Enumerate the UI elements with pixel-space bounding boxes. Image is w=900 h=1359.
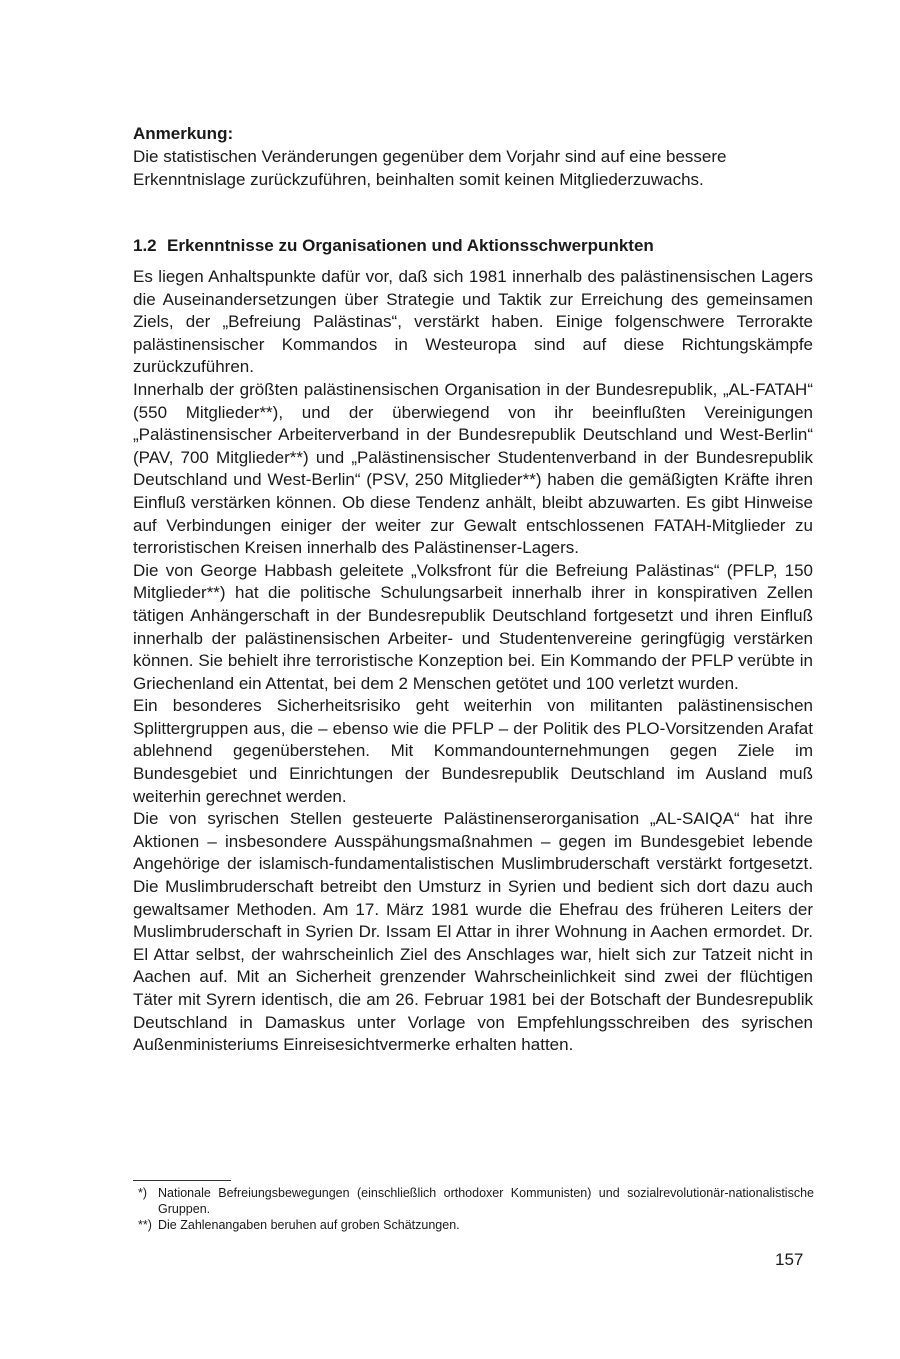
section-title: Erkenntnisse zu Organisationen und Aktionsschwerpunkten [167, 236, 654, 255]
page-number: 157 [775, 1250, 804, 1269]
paragraph: Innerhalb der größten palästinensischen Organisation in der Bundesrepublik, „AL-FATAH“ (550 Mitglieder**), und der überwiegend von ihr beeinflußten Vereinigungen „Palästinensischer Arbeiterverband in der Bundesrepublik Deutschland und West-Berlin“ (PAV, 700 Mitglieder**) und „Palästinensischer Studentenverband in der Bundesrepublik Deutschland und West-Berlin“ (PSV, 250 Mitglieder**) haben die gemäßigten Kräfte ihren Einfluß verstärken können. Ob diese Tendenz anhält, bleibt abzuwarten. Es gibt Hinweise auf Verbindungen einiger der weiter zur Gewalt entschlossenen FATAH-Mitglieder zu terroristischen Kreisen innerhalb des Palästinenser-Lagers. [133, 379, 813, 558]
paragraph: Die von syrischen Stellen gesteuerte Palästinenserorganisation „AL-SAIQA“ hat ihre Aktionen – insbesondere Ausspähungsmaßnahmen – gegen im Bundesgebiet lebende Angehörige der islamisch-fundamentalistischen Muslimbruderschaft verstärkt fortgesetzt. Die Muslimbruderschaft betreibt den Umsturz in Syrien und bedient sich dort dazu auch gewaltsamer Methoden. Am 17. März 1981 wurde die Ehefrau des früheren Leiters der Muslimbruderschaft in Syrien Dr. Issam El Attar in ihrer Wohnung in Aachen ermordet. Dr. El Attar selbst, der wahrscheinlich Ziel des Anschlages war, hielt sich zur Tatzeit nicht in Aachen auf. Mit an Sicherheit grenzender Wahrscheinlichkeit sind zwei der flüchtigen Täter mit Syrern identisch, die am 26. Februar 1981 bei der Botschaft der Bundesrepublik Deutschland in Damaskus unter Vorlage von Empfehlungsschreiben des syrischen Außenministeriums Einreisesichtvermerke erhalten hatten. [133, 809, 813, 1055]
paragraph: Es liegen Anhaltspunkte dafür vor, daß sich 1981 innerhalb des palästinensischen Lagers die Auseinandersetzungen über Strategie und Taktik zur Erreichung des gemeinsamen Ziels, der „Befreiung Palästinas“, verstärkt haben. Einige folgenschwere Terrorakte palästinensischer Kommandos in Westeuropa sind auf diese Richtungskämpfe zurückzuführen. [133, 267, 813, 377]
footnote-text: Nationale Befreiungsbewegungen (einschließlich orthodoxer Kommunisten) und sozialrevolutionär-nationalistische Gruppen. [158, 1186, 814, 1216]
footnote-mark: *) [138, 1186, 148, 1200]
note-text: Die statistischen Veränderungen gegenüber dem Vorjahr sind auf eine bessere Erkenntnislage zurückzuführen, beinhalten somit keinen Mitgliederzuwachs. [133, 147, 727, 189]
footnote-text: Die Zahlenangaben beruhen auf groben Schätzungen. [158, 1218, 460, 1232]
footnote-mark: **) [138, 1218, 152, 1232]
footnote-divider [133, 1180, 231, 1181]
note-heading: Anmerkung: [133, 124, 234, 143]
paragraph: Die von George Habbash geleitete „Volksfront für die Befreiung Palästinas“ (PFLP, 150 Mitglieder**) hat die politische Schulungsarbeit innerhalb ihrer in konspirativen Zellen tätigen Anhängerschaft in der Bundesrepublik Deutschland fortgesetzt und ihren Einfluß innerhalb der palästinensischen Arbeiter- und Studentenvereine geringfügig verstärken können. Sie behielt ihre terroristische Konzeption bei. Ein Kommando der PFLP verübte in Griechenland ein Attentat, bei dem 2 Menschen getötet und 100 verletzt wurden. [133, 560, 813, 693]
footnote [138, 1217, 814, 1233]
footnotes [138, 1185, 814, 1233]
body-text [133, 266, 813, 1057]
paragraph: Ein besonderes Sicherheitsrisiko geht weiterhin von militanten palästinensischen Splittergruppen aus, die – ebenso wie die PFLP – der Politik des PLO-Vorsitzenden Arafat ablehnend gegenüberstehen. Mit Kommandounternehmungen gegen Ziele im Bundesgebiet und Einrichtungen der Bundesrepublik Deutschland im Ausland muß weiterhin gerechnet werden. [133, 696, 813, 806]
section-number: 1.2 [133, 236, 157, 255]
footnote [138, 1185, 814, 1217]
section-heading [133, 236, 654, 256]
